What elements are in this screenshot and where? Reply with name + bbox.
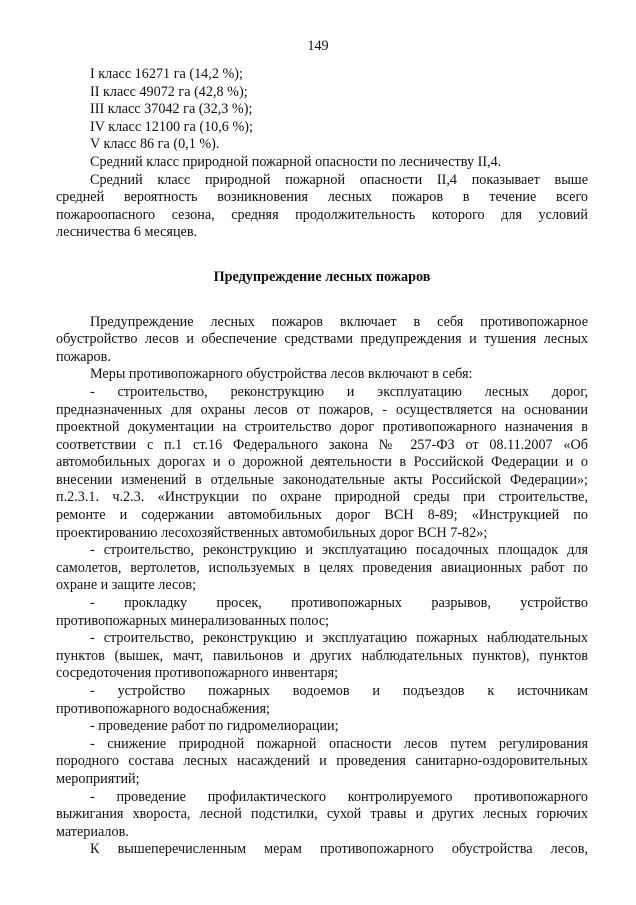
paragraph-line: материалов. (56, 823, 129, 840)
class-item-5: V класс 86 га (0,1 %). (90, 136, 220, 153)
measure-item-clearings (56, 595, 588, 630)
paragraph-line: - снижение природной пожарной опасности лесов путем регулирования (90, 735, 588, 752)
measure-item-roads (56, 384, 588, 542)
paragraph-prevention (56, 314, 588, 367)
paragraph-line: - строительство, реконструкцию и эксплуатацию лесных дорог, (90, 383, 588, 400)
paragraph-line: - строительство, реконструкцию и эксплуатацию посадочных площадок для (90, 542, 588, 559)
paragraph-line: сосредоточения противопожарного инвентаря; (56, 665, 339, 682)
paragraph-line: пожаров. (56, 348, 111, 365)
document-body (56, 66, 588, 859)
paragraph-line: проектной документации на строительство дорог противопожарного назначения в (56, 419, 588, 436)
paragraph-line: мероприятий; (56, 770, 140, 787)
paragraph-line: лесничества 6 месяцев. (56, 224, 198, 241)
paragraph-line-continued: К вышеперечисленным мерам противопожарного обустройства лесов, (90, 841, 588, 858)
measure-item-hydromelioration (56, 718, 588, 736)
paragraph-line: - проведение работ по гидромелиорации; (90, 718, 339, 735)
paragraph-line: предназначенных для охраны лесов от пожаров, - осуществляется на основании (56, 401, 588, 418)
measure-item-reservoirs (56, 683, 588, 718)
paragraph-line: п.2.3.1. ч.2.3. «Инструкции по охране природной среды при строительстве, (56, 489, 588, 506)
paragraph-line: пунктов (вышек, мачт, павильонов и других наблюдательных пунктов), пунктов (56, 647, 588, 664)
paragraph-line: породного состава лесных насаждений и проведения санитарно-оздоровительных (56, 753, 588, 770)
paragraph-line: автомобильных дорогах и о дорожной деятельности в Российской Федерации и о (56, 454, 588, 471)
paragraph-line: соответствии с п.1 ст.16 Федерального закона № 257-ФЗ от 08.11.2007 «Об (56, 436, 588, 453)
paragraph-line: внесении изменений в отдельные законодательные акты Российской Федерации»; (56, 471, 588, 488)
measures-intro: Меры противопожарного обустройства лесов включают в себя: (90, 366, 473, 383)
class-item-4: IV класс 12100 га (10,6 %); (90, 118, 253, 135)
paragraph-line: выжигания хвороста, лесной подстилки, сухой травы и других лесных горючих (56, 806, 588, 823)
class-item-3: III класс 37042 га (32,3 %); (90, 101, 253, 118)
paragraph-line: - прокладку просек, противопожарных разрывов, устройство (90, 595, 588, 612)
average-class-line: Средний класс природной пожарной опасности по лесничеству II,4. (90, 153, 502, 170)
measure-item-observation-points (56, 630, 588, 683)
paragraph-line: средней вероятность возникновения лесных пожаров в течение всего (56, 189, 588, 206)
paragraph-line: обустройство лесов и обеспечение средствами предупреждения и тушения лесных (56, 331, 588, 348)
paragraph-line: ремонте и содержании автомобильных дорог ВСН 8-89; «Инструкцией по (56, 507, 588, 524)
paragraph-line: противопожарного водоснабжения; (56, 700, 270, 717)
paragraph-line: - проведение профилактического контролируемого противопожарного (90, 788, 588, 805)
class-item-2: II класс 49072 га (42,8 %); (90, 83, 248, 100)
paragraph-line: - устройство пожарных водоемов и подъездов к источникам (90, 683, 588, 699)
paragraph-line: Предупреждение лесных пожаров включает в себя противопожарное (90, 313, 588, 330)
section-heading: Предупреждение лесных пожаров (213, 268, 431, 285)
paragraph-line: противопожарных минерализованных полос; (56, 612, 330, 629)
class-item-1: I класс 16271 га (14,2 %); (90, 66, 243, 82)
measure-item-hazard-reduction (56, 736, 588, 789)
paragraph-line: - строительство, реконструкцию и эксплуатацию пожарных наблюдательных (90, 630, 588, 647)
paragraph-line: проектированию лесохозяйственных автомобильных дорог ВСН 7-82»; (56, 524, 488, 541)
paragraph-line: Средний класс природной пожарной опасности II,4 показывает выше (90, 171, 588, 188)
fire-class-list (56, 66, 588, 172)
measure-item-landing-sites (56, 542, 588, 595)
paragraph-line: пожароопасного сезона, средняя продолжительность которого для условий (56, 206, 588, 223)
paragraph-line: охране и защите лесов; (56, 577, 197, 594)
paragraph-average-class (56, 172, 588, 242)
paragraph-line: самолетов, вертолетов, используемых в целях проведения авиационных работ по (56, 559, 588, 576)
measure-item-controlled-burning (56, 789, 588, 842)
page-number: 149 (307, 38, 329, 54)
